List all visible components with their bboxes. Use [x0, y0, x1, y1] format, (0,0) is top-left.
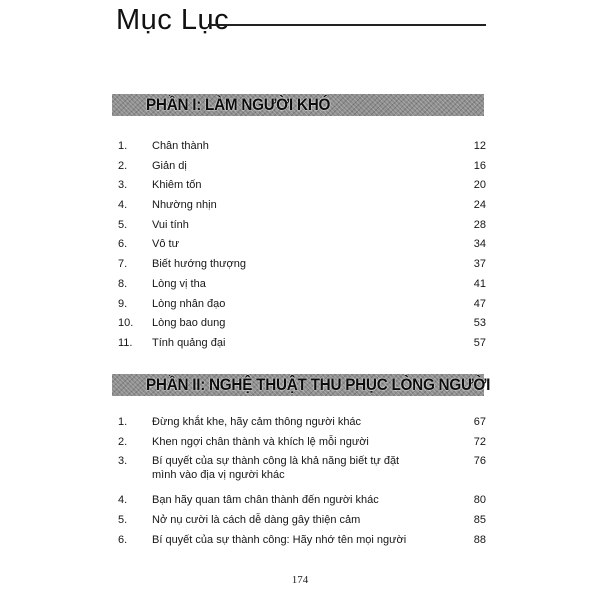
entry-page: 12 — [473, 140, 486, 152]
entry-title: Bạn hãy quan tâm chân thành đến người khác — [152, 494, 379, 507]
entry-page: 47 — [473, 297, 486, 310]
toc-entry[interactable] — [0, 217, 600, 237]
entry-page: 37 — [473, 258, 486, 271]
entry-page: 88 — [473, 533, 486, 546]
entry-title: Vui tính — [152, 218, 189, 231]
entry-number: 6. — [118, 238, 128, 251]
page-title: Mục Lục — [116, 4, 230, 36]
entry-page: 76 — [473, 455, 486, 468]
toc-entry[interactable] — [0, 197, 600, 217]
entry-number: 11. — [118, 336, 133, 349]
entry-page: 67 — [473, 416, 486, 428]
entry-title: Tính quảng đại — [152, 336, 226, 349]
toc-entry[interactable] — [0, 414, 600, 434]
entry-page: 72 — [473, 435, 486, 448]
toc-entry[interactable] — [0, 177, 600, 197]
entry-title: Nhường nhịn — [152, 199, 217, 212]
entry-title: Lòng vị tha — [152, 277, 206, 290]
entry-title: Khen ngợi chân thành và khích lệ mỗi người — [152, 435, 369, 448]
entry-page: 80 — [473, 494, 486, 507]
toc-entry[interactable] — [0, 276, 600, 296]
toc-list-part-2 — [0, 414, 600, 551]
section-title: PHẦN II: NGHỆ THUẬT THU PHỤC LÒNG NGƯỜI — [146, 375, 491, 394]
entry-number: 1. — [118, 140, 128, 152]
entry-title: Đừng khắt khe, hãy cảm thông người khác — [152, 416, 362, 428]
toc-entry[interactable] — [0, 434, 600, 454]
entry-title: Lòng bao dung — [152, 317, 226, 330]
page-number: 174 — [291, 574, 309, 586]
toc-entry[interactable] — [0, 256, 600, 276]
toc-entry[interactable] — [0, 512, 600, 532]
toc-entry[interactable] — [0, 532, 600, 552]
entry-number: 6. — [118, 533, 128, 546]
entry-number: 10. — [118, 317, 134, 330]
entry-number: 5. — [118, 218, 128, 231]
toc-entry[interactable] — [0, 296, 600, 316]
entry-title: Giản dị — [152, 159, 187, 172]
toc-entry[interactable] — [0, 315, 600, 335]
title-underline — [208, 24, 486, 26]
entry-title: Khiêm tốn — [152, 179, 202, 192]
entry-title: Vô tư — [152, 238, 179, 251]
entry-page: 28 — [473, 218, 486, 231]
toc-entry[interactable] — [0, 335, 600, 355]
entry-number: 4. — [118, 494, 128, 507]
entry-number: 9. — [118, 297, 128, 310]
entry-number: 3. — [118, 455, 128, 468]
entry-number: 4. — [118, 199, 128, 212]
entry-page: 24 — [473, 199, 486, 212]
toc-list-part-1 — [0, 138, 600, 355]
entry-title: Biết hướng thượng — [152, 258, 246, 271]
entry-page: 85 — [473, 514, 486, 527]
entry-title: Nở nụ cười là cách dễ dàng gây thiện cảm — [152, 514, 361, 527]
entry-number: 2. — [118, 159, 128, 172]
entry-number: 2. — [118, 435, 128, 448]
toc-entry[interactable] — [0, 453, 600, 492]
section-title: PHẦN I: LÀM NGƯỜI KHÓ — [146, 95, 331, 114]
entry-number: 5. — [118, 514, 128, 527]
entry-page: 41 — [473, 277, 486, 290]
entry-page: 16 — [473, 159, 486, 172]
entry-title: Lòng nhân đạo — [152, 297, 226, 310]
entry-title: Bí quyết của sự thành công là khả năng biết tự đặt mình vào địa vị người khác — [152, 455, 400, 482]
entry-number: 8. — [118, 277, 128, 290]
entry-number: 3. — [118, 179, 128, 192]
section-header-part-1 — [112, 94, 484, 116]
entry-number: 1. — [118, 416, 128, 428]
section-header-part-2 — [112, 374, 491, 396]
toc-entry[interactable] — [0, 138, 600, 158]
toc-entry[interactable] — [0, 492, 600, 512]
entry-page: 34 — [473, 238, 486, 251]
entry-page: 20 — [473, 179, 486, 192]
entry-number: 7. — [118, 258, 128, 271]
entry-title: Bí quyết của sự thành công: Hãy nhớ tên mọi người — [152, 533, 407, 546]
toc-entry[interactable] — [0, 236, 600, 256]
entry-title: Chân thành — [152, 140, 209, 152]
entry-page: 53 — [473, 317, 486, 330]
entry-page: 57 — [473, 336, 486, 349]
toc-entry[interactable] — [0, 158, 600, 178]
